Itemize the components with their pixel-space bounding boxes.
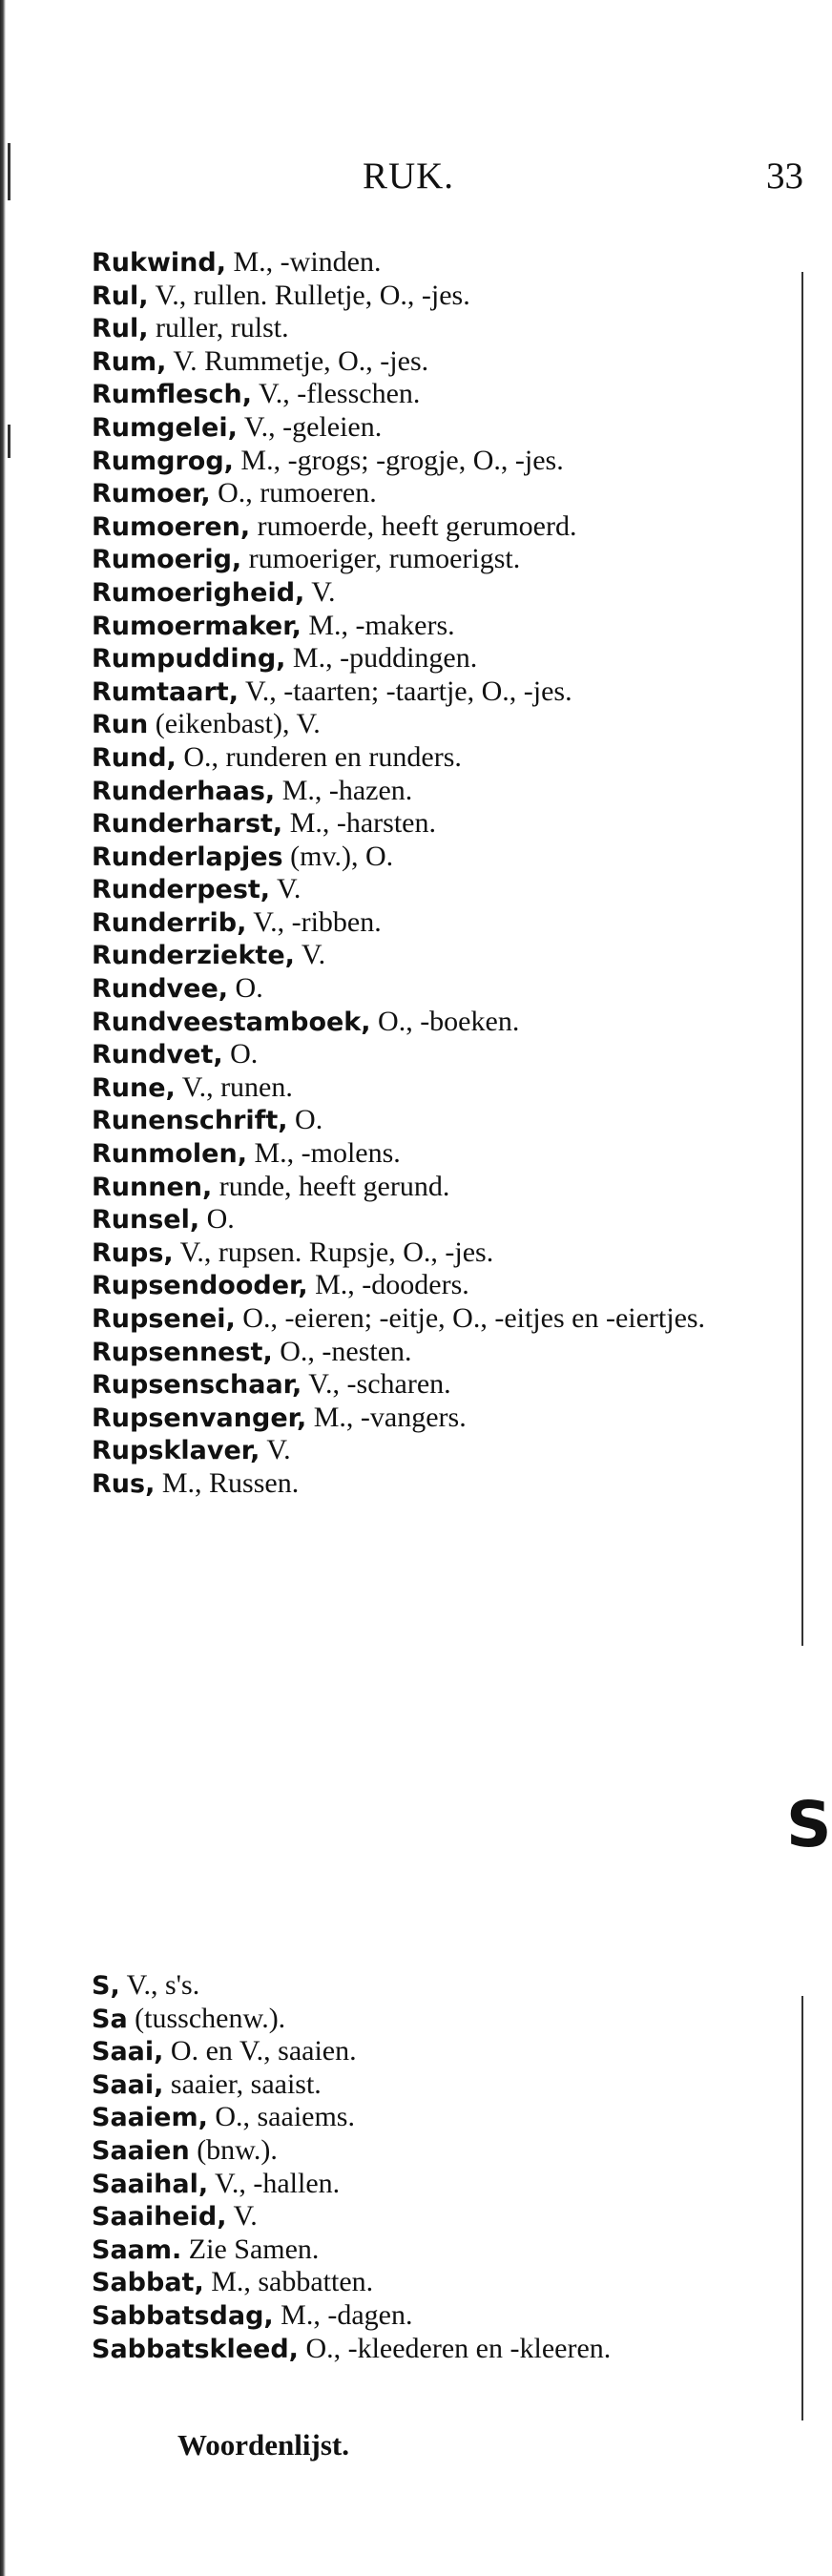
entry-definition: V. bbox=[226, 2200, 258, 2233]
dictionary-entry bbox=[92, 510, 779, 544]
entry-definition: M., -puddingen. bbox=[285, 642, 478, 675]
entry-headword: Rumoermaker, bbox=[92, 611, 302, 641]
entry-definition: M., -winden. bbox=[225, 246, 382, 278]
entry-definition: M., Russen. bbox=[155, 1466, 300, 1499]
dictionary-entry bbox=[92, 312, 779, 345]
column-rule bbox=[801, 272, 803, 1646]
entry-definition: O., -boeken. bbox=[370, 1005, 520, 1037]
entry-definition: M., -makers. bbox=[301, 609, 455, 641]
entry-headword: Rune, bbox=[92, 1072, 176, 1103]
dictionary-entry bbox=[92, 2003, 779, 2036]
entry-definition: V., -scharen. bbox=[302, 1368, 451, 1401]
entry-definition: O., -eieren; -eitje, O., -eitjes en -eiertjes. bbox=[235, 1302, 706, 1334]
entry-definition: V. bbox=[304, 575, 336, 608]
dictionary-entry bbox=[92, 939, 779, 972]
dictionary-entry bbox=[92, 1302, 779, 1336]
section-letter: S bbox=[786, 1788, 832, 1861]
entry-list-r bbox=[92, 246, 779, 1501]
edge-mark bbox=[8, 425, 10, 458]
dictionary-entry bbox=[92, 543, 779, 576]
entry-headword: Runmolen, bbox=[92, 1139, 247, 1170]
entry-definition: O. bbox=[222, 1038, 259, 1070]
entry-definition: O., rumoeren. bbox=[210, 477, 377, 509]
dictionary-entry bbox=[92, 280, 779, 313]
entry-definition: Zie Samen. bbox=[181, 2233, 320, 2265]
entry-definition: O., runderen en runders. bbox=[176, 740, 462, 773]
dictionary-entry bbox=[92, 576, 779, 610]
entry-definition: M., -dagen. bbox=[273, 2298, 413, 2331]
entry-definition: M., -dooders. bbox=[307, 1269, 469, 1301]
dictionary-entry bbox=[92, 1137, 779, 1171]
dictionary-entry bbox=[92, 477, 779, 510]
entry-headword: Rumtaart, bbox=[92, 676, 239, 707]
entry-headword: Rund, bbox=[92, 742, 177, 773]
entry-headword: Rumoer, bbox=[92, 479, 211, 509]
entry-definition: V., -flesschen. bbox=[252, 378, 421, 410]
entry-definition: O., -nesten. bbox=[272, 1335, 412, 1367]
dictionary-entry bbox=[92, 2035, 779, 2068]
entry-headword: Rumflesch, bbox=[92, 380, 253, 410]
entry-definition: saaier, saaist. bbox=[163, 2067, 322, 2100]
entry-headword: Runderpest, bbox=[92, 875, 271, 905]
entry-headword: Sabbatsdag, bbox=[92, 2300, 274, 2331]
entry-definition: M., -molens. bbox=[246, 1137, 401, 1170]
dictionary-entry bbox=[92, 1171, 779, 1204]
dictionary-entry bbox=[92, 675, 779, 709]
entry-headword: Rum, bbox=[92, 346, 167, 377]
page-footer: Woordenlijst. bbox=[177, 2428, 349, 2462]
entry-headword: Rupsenei, bbox=[92, 1304, 236, 1334]
dictionary-entry bbox=[92, 1269, 779, 1302]
entry-headword: Rul, bbox=[92, 314, 149, 344]
column-rule bbox=[801, 1996, 803, 2420]
dictionary-entry bbox=[92, 906, 779, 940]
dictionary-entry bbox=[92, 1434, 779, 1467]
entry-headword: Saaien bbox=[92, 2135, 190, 2166]
entry-definition: O. bbox=[199, 1203, 235, 1236]
entry-definition: V., -taarten; -taartje, O., -jes. bbox=[238, 675, 572, 707]
dictionary-entry bbox=[92, 1969, 779, 2003]
entry-definition: (eikenbast), V. bbox=[148, 708, 321, 740]
entry-definition: O., -kleederen en -kleeren. bbox=[298, 2332, 612, 2364]
entry-headword: Rupsenschaar, bbox=[92, 1370, 302, 1401]
entry-headword: Rupsenvanger, bbox=[92, 1402, 307, 1433]
dictionary-entry bbox=[92, 1236, 779, 1270]
entry-headword: Rundvee, bbox=[92, 974, 229, 1005]
dictionary-entry bbox=[92, 2333, 779, 2366]
entry-definition: V., rupsen. Rupsje, O., -jes. bbox=[173, 1236, 494, 1268]
entry-headword: Rumgrog, bbox=[92, 446, 234, 476]
entry-headword: Rupsennest, bbox=[92, 1337, 273, 1367]
entry-definition: M., -vangers. bbox=[306, 1401, 467, 1433]
entry-definition: V., runen. bbox=[175, 1070, 293, 1103]
entry-headword: Runderziekte, bbox=[92, 941, 295, 971]
entry-headword: Run bbox=[92, 710, 149, 740]
dictionary-entry bbox=[92, 1402, 779, 1435]
dictionary-entry bbox=[92, 1368, 779, 1402]
dictionary-entry bbox=[92, 2200, 779, 2233]
entry-headword: Rukwind, bbox=[92, 248, 226, 278]
entry-definition: rumoerde, heeft gerumoerd. bbox=[250, 509, 577, 542]
entry-headword: Sabbatskleed, bbox=[92, 2334, 299, 2364]
dictionary-entry bbox=[92, 610, 779, 643]
entry-definition: runde, heeft gerund. bbox=[212, 1170, 450, 1202]
dictionary-entry bbox=[92, 2068, 779, 2102]
page-header-title: RUK. bbox=[362, 156, 455, 197]
entry-headword: Runsel, bbox=[92, 1205, 200, 1236]
entry-definition: V. bbox=[294, 939, 326, 971]
dictionary-entry bbox=[92, 2134, 779, 2168]
dictionary-entry bbox=[92, 807, 779, 841]
entry-headword: Rumoeren, bbox=[92, 511, 251, 542]
dictionary-entry bbox=[92, 2233, 779, 2267]
entry-definition: O. bbox=[287, 1104, 323, 1136]
dictionary-entry bbox=[92, 775, 779, 808]
entry-list-s bbox=[92, 1969, 779, 2365]
dictionary-entry bbox=[92, 345, 779, 379]
entry-headword: Saaiheid, bbox=[92, 2202, 227, 2233]
dictionary-entry bbox=[92, 873, 779, 906]
entry-headword: Saai, bbox=[92, 2037, 164, 2067]
entry-headword: Runnen, bbox=[92, 1172, 213, 1202]
entry-headword: Runenschrift, bbox=[92, 1106, 288, 1136]
entry-definition: V. bbox=[270, 873, 302, 905]
entry-definition: M., -harsten. bbox=[282, 807, 436, 840]
dictionary-entry bbox=[92, 2168, 779, 2201]
dictionary-entry bbox=[92, 411, 779, 445]
entry-headword: Rupsendooder, bbox=[92, 1271, 308, 1301]
entry-headword: Rumgelei, bbox=[92, 412, 238, 443]
entry-headword: Rul, bbox=[92, 280, 149, 311]
entry-definition: (tusschenw.). bbox=[127, 2002, 286, 2034]
dictionary-entry bbox=[92, 1467, 779, 1501]
entry-definition: V., -hallen. bbox=[208, 2167, 341, 2199]
page-number: 33 bbox=[766, 156, 803, 197]
dictionary-entry bbox=[92, 2101, 779, 2134]
entry-definition: V., -geleien. bbox=[237, 410, 383, 443]
entry-definition: V. Rummetje, O., -jes. bbox=[166, 344, 429, 377]
entry-headword: Saaiem, bbox=[92, 2103, 208, 2133]
dictionary-entry bbox=[92, 1104, 779, 1137]
dictionary-entry bbox=[92, 741, 779, 775]
dictionary-entry bbox=[92, 1038, 779, 1071]
dictionary-entry bbox=[92, 2266, 779, 2299]
entry-definition: O., saaiems. bbox=[207, 2101, 355, 2133]
dictionary-entry bbox=[92, 972, 779, 1006]
entry-headword: Rumpudding, bbox=[92, 644, 286, 675]
entry-definition: (mv.), O. bbox=[282, 840, 394, 872]
dictionary-entry bbox=[92, 1006, 779, 1039]
entry-definition: M., -hazen. bbox=[275, 774, 413, 806]
dictionary-entry bbox=[92, 1336, 779, 1369]
dictionary-entry bbox=[92, 2299, 779, 2333]
dictionary-entry bbox=[92, 246, 779, 280]
dictionary-entry bbox=[92, 1071, 779, 1105]
dictionary-entry bbox=[92, 1203, 779, 1236]
entry-headword: Sabbat, bbox=[92, 2268, 204, 2298]
entry-definition: V., s's. bbox=[119, 1969, 200, 2001]
entry-headword: Runderrib, bbox=[92, 907, 247, 938]
entry-headword: Rumoerigheid, bbox=[92, 577, 305, 608]
entry-definition: O. en V., saaien. bbox=[163, 2035, 357, 2067]
entry-headword: Rus, bbox=[92, 1468, 156, 1499]
entry-headword: Saai, bbox=[92, 2069, 164, 2100]
entry-headword: Rupsklaver, bbox=[92, 1436, 260, 1466]
entry-headword: Rundveestamboek, bbox=[92, 1007, 371, 1037]
entry-headword: S, bbox=[92, 1971, 120, 2001]
entry-headword: Rundvet, bbox=[92, 1040, 223, 1070]
entry-headword: Rumoerig, bbox=[92, 545, 242, 575]
dictionary-entry bbox=[92, 445, 779, 478]
entry-headword: Runderlapjes bbox=[92, 841, 283, 872]
dictionary-entry bbox=[92, 708, 779, 741]
entry-definition: M., sabbatten. bbox=[203, 2266, 374, 2298]
entry-definition: M., -grogs; -grogje, O., -jes. bbox=[233, 444, 564, 476]
entry-definition: V., rullen. Rulletje, O., -jes. bbox=[148, 279, 470, 311]
entry-headword: Sa bbox=[92, 2004, 128, 2034]
entry-headword: Saaihal, bbox=[92, 2169, 209, 2199]
entry-definition: O. bbox=[228, 972, 263, 1005]
entry-definition: ruller, rulst. bbox=[148, 312, 289, 344]
page-binding-edge bbox=[0, 0, 6, 2576]
entry-headword: Rups, bbox=[92, 1237, 174, 1268]
entry-definition: rumoeriger, rumoerigst. bbox=[241, 543, 521, 575]
entry-definition: (bnw.). bbox=[189, 2133, 278, 2166]
entry-definition: V. bbox=[260, 1434, 291, 1466]
dictionary-entry bbox=[92, 841, 779, 874]
dictionary-entry bbox=[92, 642, 779, 675]
entry-definition: V., -ribben. bbox=[246, 905, 382, 938]
dictionary-entry bbox=[92, 378, 779, 411]
entry-headword: Runderharst, bbox=[92, 809, 283, 840]
entry-headword: Saam. bbox=[92, 2234, 182, 2265]
entry-headword: Runderhaas, bbox=[92, 776, 276, 806]
